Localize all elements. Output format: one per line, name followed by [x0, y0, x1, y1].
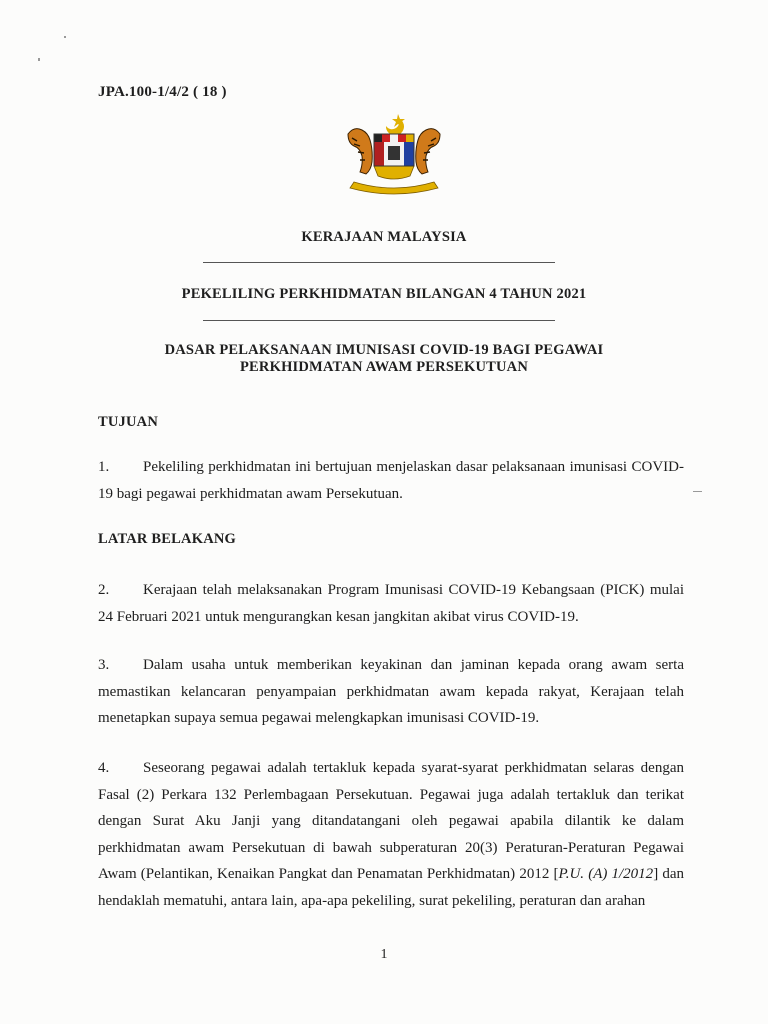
paragraph-number: 1. [98, 459, 110, 475]
paragraph-number: 4. [98, 760, 110, 776]
paragraph-3 [98, 652, 684, 732]
paragraph-number: 3. [98, 657, 110, 673]
heading-divider [203, 262, 555, 263]
paragraph-2 [98, 577, 684, 630]
subject-line-1: DASAR PELAKSANAAN IMUNISASI COVID-19 BAGI PEGAWAI [164, 342, 604, 358]
section-heading-background: LATAR BELAKANG [98, 531, 237, 547]
paragraph-text: Pekeliling perkhidmatan ini bertujuan menjelaskan dasar pelaksanaan imunisasi COVID-19 bagi pegawai perkhidmatan awam Persekutuan. [98, 459, 684, 502]
paragraph-1 [98, 454, 684, 507]
government-heading: KERAJAAN MALAYSIA [301, 229, 467, 245]
malaysia-coat-of-arms-icon [340, 112, 448, 198]
paragraph-number: 2. [98, 582, 110, 598]
paragraph-text-continued: ] dan hendaklah mematuhi, antara lain, apa-apa pekeliling, surat pekeliling, peraturan dan arahan [98, 866, 684, 909]
paragraph-text: Seseorang pegawai adalah tertakluk kepada syarat-syarat perkhidmatan selaras dengan Fasal (2) Perkara 132 Perlembagaan Persekutuan. Pegawai juga adalah tertakluk dan terikat dengan Surat Aku Janji yang ditandatangani oleh pegawai apabila dilantik ke dalam perkhidmatan awam Persekutuan di bawah subperaturan 20(3) Peraturan-Peraturan Pegawai Awam (Pelantikan, Kenaikan Pangkat dan Penamatan Perkhidmatan) 2012 [ [98, 760, 684, 882]
scan-speck [693, 491, 702, 492]
paragraph-text: Dalam usaha untuk memberikan keyakinan dan jaminan kepada orang awam serta memastikan kelancaran penyampaian perkhidmatan awam kepada rakyat, Kerajaan telah menetapkan supaya semua pegawai melengkapkan imunisasi COVID-19. [98, 657, 684, 726]
reference-number: JPA.100-1/4/2 ( 18 ) [98, 84, 227, 100]
subject-line-2: PERKHIDMATAN AWAM PERSEKUTUAN [239, 359, 529, 375]
page-number: 1 [380, 947, 388, 962]
circular-title: PEKELILING PERKHIDMATAN BILANGAN 4 TAHUN 2021 [181, 286, 587, 302]
scan-speck [64, 36, 66, 38]
section-heading-purpose: TUJUAN [98, 414, 159, 430]
title-divider [203, 320, 555, 321]
scan-speck [38, 58, 40, 61]
paragraph-text: Kerajaan telah melaksanakan Program Imunisasi COVID-19 Kebangsaan (PICK) mulai 24 Februari 2021 untuk mengurangkan kesan jangkitan akibat virus COVID-19. [98, 582, 684, 625]
paragraph-4 [98, 755, 684, 914]
legal-citation: P.U. (A) 1/2012 [558, 866, 654, 882]
